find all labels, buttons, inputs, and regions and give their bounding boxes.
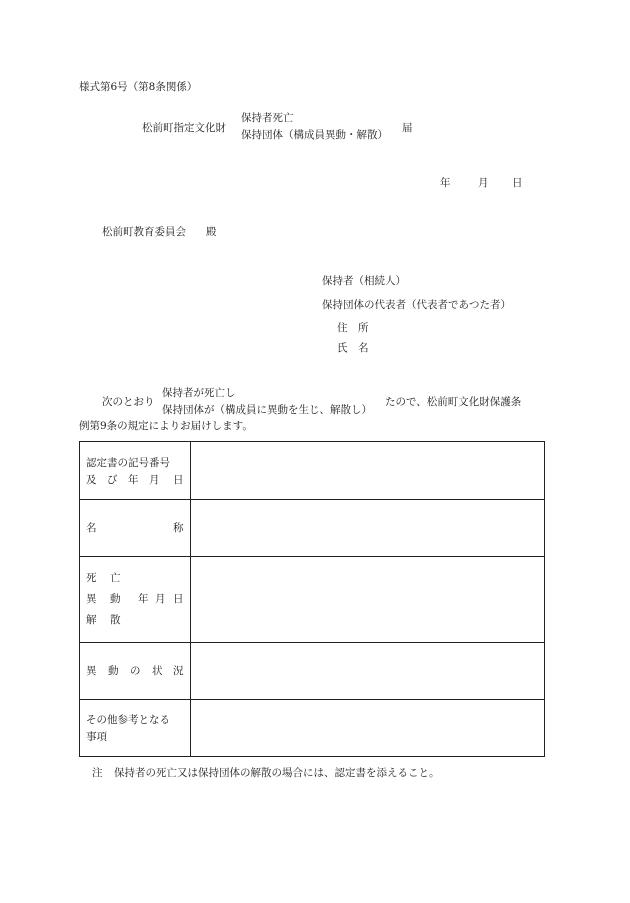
form-number: 様式第6号（第8条関係）: [79, 81, 198, 93]
row-change-date: [80, 557, 545, 643]
note-text: 保持者の死亡又は保持団体の解散の場合には、認定書を添えること。: [114, 767, 440, 779]
applicant-line-2: 保持団体の代表者（代表者であつた者）: [322, 299, 511, 311]
addressee-honorific: 殿: [206, 226, 217, 238]
label-month-char: 月: [155, 593, 166, 605]
value-certificate-number[interactable]: [191, 442, 545, 500]
label-dissolve-char-1: 解: [86, 614, 97, 626]
label-certificate-char-1: 及: [86, 474, 97, 486]
title-prefix: 松前町指定文化財: [142, 122, 226, 134]
body-tail: たので、松前町文化財保護条: [385, 396, 522, 408]
value-change-status[interactable]: [191, 643, 545, 700]
label-certificate-number: [80, 442, 191, 500]
label-notes-line-1: その他参考となる: [86, 714, 170, 726]
label-other-notes: [80, 700, 191, 757]
label-name-char-2: 称: [173, 522, 184, 534]
label-status-char-2: 動: [108, 665, 119, 677]
label-status-char-3: の: [130, 665, 141, 677]
label-dissolve-char-2: 散: [110, 614, 121, 626]
row-certificate-number: [80, 442, 545, 500]
body-option-1: 保持者が死亡し: [162, 387, 236, 399]
value-other-notes[interactable]: [191, 700, 545, 757]
label-status-char-1: 異: [86, 665, 97, 677]
note-label: 注: [92, 767, 103, 779]
addressee-name: 松前町教育委員会: [102, 226, 186, 238]
label-certificate-char-4: 月: [149, 474, 160, 486]
title-option-2: 保持団体（構成員異動・解散）: [241, 129, 388, 141]
label-name-char-1: 名: [86, 522, 97, 534]
label-death-char-1: 死: [86, 572, 97, 584]
label-certificate-line-1: 認定書の記号番号: [86, 457, 170, 469]
row-name: [80, 500, 545, 557]
label-day-char: 日: [173, 593, 184, 605]
address-label-char-2: 所: [358, 322, 369, 334]
value-change-date[interactable]: [191, 557, 545, 643]
label-change-status: [80, 643, 191, 700]
label-change-char-1: 異: [86, 593, 97, 605]
name-label-char-2: 名: [358, 342, 369, 354]
body-line-2: 例第9条の規定によりお届けします。: [79, 420, 253, 432]
label-change-char-2: 動: [110, 593, 121, 605]
body-lead: 次のとおり: [102, 396, 155, 408]
label-certificate-char-3: 年: [128, 474, 139, 486]
applicant-line-1: 保持者（相続人）: [322, 275, 406, 287]
form-table: [79, 441, 545, 757]
row-other-notes: [80, 700, 545, 757]
label-status-char-4: 状: [152, 665, 163, 677]
row-change-status: [80, 643, 545, 700]
label-death-char-2: 亡: [110, 572, 121, 584]
title-option-1: 保持者死亡: [241, 112, 294, 124]
date-year-label: 年: [440, 177, 451, 189]
label-change-date: [80, 557, 191, 643]
body-option-2: 保持団体が（構成員に異動を生じ、解散し）: [162, 404, 372, 416]
date-month-label: 月: [478, 177, 489, 189]
label-status-char-5: 況: [173, 665, 184, 677]
name-label-char-1: 氏: [337, 342, 348, 354]
label-certificate-char-5: 日: [173, 474, 184, 486]
label-certificate-char-2: び: [107, 474, 118, 486]
value-name[interactable]: [191, 500, 545, 557]
label-year-char: 年: [138, 593, 149, 605]
label-name: [80, 500, 191, 557]
title-suffix: 届: [402, 122, 413, 134]
label-notes-line-2: 事項: [86, 731, 107, 743]
date-day-label: 日: [512, 177, 523, 189]
address-label-char-1: 住: [337, 322, 348, 334]
